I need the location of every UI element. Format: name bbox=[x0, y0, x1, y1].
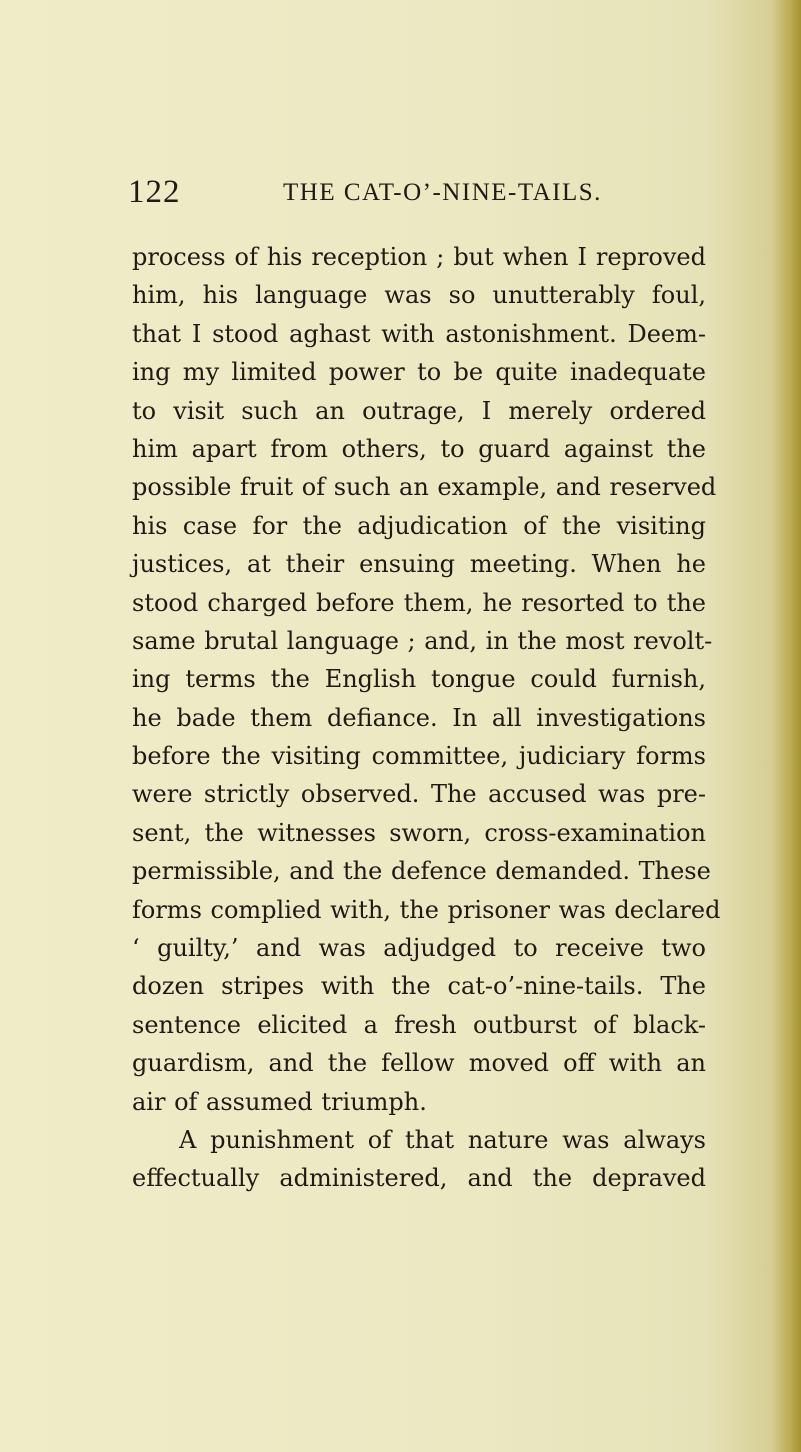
page-edge-shadow bbox=[773, 0, 801, 1452]
text-line: that I stood aghast with astonishment. Deem- bbox=[132, 319, 706, 348]
text-line: justices, at their ensuing meeting. When he bbox=[132, 550, 706, 579]
page-number: 122 bbox=[128, 174, 181, 210]
text-line: effectually administered, and the depraved bbox=[132, 1164, 706, 1193]
text-line: process of his reception ; but when I reproved bbox=[132, 243, 706, 271]
text-line: dozen stripes with the cat-o’-nine-tails. The bbox=[132, 972, 706, 1001]
text-line: same brutal language ; and, in the most revolt- bbox=[132, 626, 713, 655]
text-line: forms complied with, the prisoner was declared bbox=[132, 895, 721, 924]
text-line: sent, the witnesses sworn, cross-examination bbox=[132, 818, 706, 847]
text-line: ‘ guilty,’ and was adjudged to receive two bbox=[132, 934, 706, 963]
text-line: before the visiting committee, judiciary forms bbox=[132, 742, 706, 771]
text-line: possible fruit of such an example, and reserved bbox=[132, 473, 717, 502]
text-line: to visit such an outrage, I merely ordered bbox=[132, 396, 706, 425]
text-line: were strictly observed. The accused was pre- bbox=[132, 780, 706, 809]
body-text bbox=[132, 238, 721, 1198]
text-line: him apart from others, to guard against the bbox=[132, 434, 706, 463]
text-line: air of assumed triumph. bbox=[132, 1087, 427, 1116]
text-line: ing my limited power to be quite inadequate bbox=[132, 358, 706, 387]
text-line: stood charged before them, he resorted to the bbox=[132, 588, 706, 617]
text-line: he bade them defiance. In all investigations bbox=[132, 703, 706, 732]
text-line: guardism, and the fellow moved off with an bbox=[132, 1049, 706, 1078]
text-line: sentence elicited a fresh outburst of black- bbox=[132, 1010, 706, 1039]
text-line: ing terms the English tongue could furnish, bbox=[132, 665, 706, 694]
running-title: THE CAT-O’-NINE-TAILS. bbox=[283, 179, 602, 206]
running-header bbox=[128, 172, 728, 212]
text-line: A punishment of that nature was always bbox=[179, 1125, 706, 1154]
text-line: him, his language was so unutterably foul, bbox=[132, 281, 706, 310]
text-line: his case for the adjudication of the visiting bbox=[132, 511, 706, 540]
text-line: permissible, and the defence demanded. These bbox=[132, 857, 711, 886]
